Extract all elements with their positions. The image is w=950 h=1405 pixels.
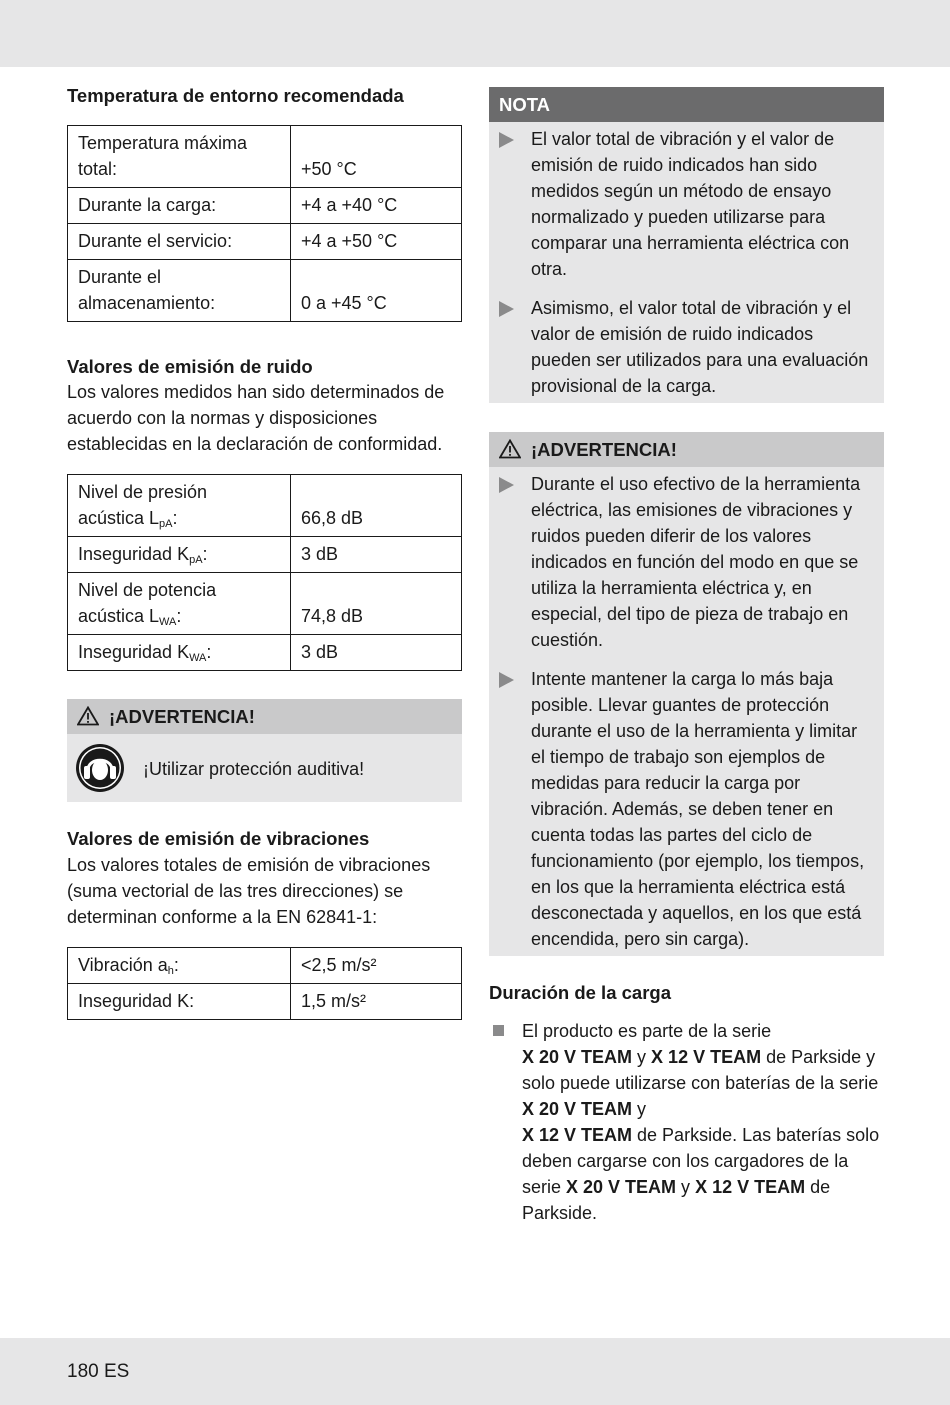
table-row xyxy=(68,948,462,984)
table-cell-value: +4 a +50 °C xyxy=(291,224,462,260)
text-run: El producto es parte de la serie xyxy=(522,1021,772,1041)
nota-header: NOTA xyxy=(489,87,884,122)
table-cell-value: +4 a +40 °C xyxy=(291,188,462,224)
text-run: de Parkside. Las baterías solo deben cargarse con los cargadores de la serie xyxy=(522,1125,880,1197)
vibration-table xyxy=(67,947,462,1020)
warning-title: ¡ADVERTENCIA! xyxy=(109,706,255,727)
text-run: de Parkside. xyxy=(522,1177,831,1223)
table-cell-label: Inseguridad K xyxy=(78,642,190,662)
table-cell-value: 74,8 dB xyxy=(291,573,462,635)
table-cell-label: almacenamiento: xyxy=(78,293,216,313)
series-name: X 20 V TEAM xyxy=(522,1047,633,1067)
list-item-text: Asimismo, el valor total de vibración y el valor de emisión de ruido indicados pueden ser utilizados para una evaluación provisional de la carga. xyxy=(531,298,869,396)
table-cell-value: 3 dB xyxy=(291,537,462,573)
top-bar xyxy=(0,0,950,67)
table-cell-value: 0 a +45 °C xyxy=(291,260,462,322)
bullet-arrow-icon xyxy=(499,477,514,493)
table-cell-label: Durante la carga: xyxy=(68,188,291,224)
bullet-arrow-icon xyxy=(499,132,514,148)
subscript: WA xyxy=(159,616,177,628)
nota-body xyxy=(489,122,884,403)
table-cell-label: : xyxy=(206,642,212,662)
table-row xyxy=(68,984,462,1020)
series-name: X 12 V TEAM xyxy=(651,1047,762,1067)
table-cell-value: +50 °C xyxy=(291,126,462,188)
hearing-warning-body xyxy=(67,734,462,802)
noise-text: Los valores medidos han sido determinados de acuerdo con la normas y disposiciones establecidas en la declaración de conformidad. xyxy=(67,382,445,454)
noise-table xyxy=(67,474,462,671)
page-number: 180 ES xyxy=(67,1361,130,1382)
bullet-arrow-icon xyxy=(499,672,514,688)
table-cell-label: : xyxy=(202,544,208,564)
text-run: y xyxy=(676,1177,696,1197)
table-cell-value: 66,8 dB xyxy=(291,475,462,537)
series-name: X 12 V TEAM xyxy=(695,1177,806,1197)
table-row xyxy=(68,188,462,224)
table-cell-label: Inseguridad K xyxy=(78,544,190,564)
table-cell-label: : xyxy=(176,606,182,626)
warning-triangle-icon xyxy=(499,439,521,459)
series-name: X 12 V TEAM xyxy=(522,1125,633,1145)
duration-heading: Duración de la carga xyxy=(489,982,671,1003)
table-row xyxy=(68,126,462,188)
text-run: de Parkside y solo puede utilizarse con baterías de la serie xyxy=(522,1047,879,1093)
table-row xyxy=(68,475,462,537)
list-item xyxy=(489,126,884,286)
warning-text: ¡Utilizar protección auditiva! xyxy=(143,759,365,779)
vibration-heading: Valores de emisión de vibraciones xyxy=(67,828,370,849)
table-cell-label: Temperatura máxima xyxy=(78,133,248,153)
table-cell-label: total: xyxy=(78,159,118,179)
warning-title: ¡ADVERTENCIA! xyxy=(531,439,677,460)
list-item xyxy=(489,666,884,954)
bullet-square-icon xyxy=(493,1025,504,1036)
subscript: pA xyxy=(159,518,173,530)
table-row xyxy=(68,573,462,635)
series-name: X 20 V TEAM xyxy=(566,1177,677,1197)
vibration-warning-header xyxy=(489,432,884,467)
footer-bar xyxy=(0,1338,950,1405)
list-item xyxy=(489,471,884,657)
table-cell-label: : xyxy=(173,955,179,975)
hearing-warning-header xyxy=(67,699,462,734)
text-run: y xyxy=(632,1047,652,1067)
subscript: h xyxy=(167,965,174,977)
table-cell-label: Durante el servicio: xyxy=(68,224,291,260)
table-cell-label: acústica L xyxy=(78,508,160,528)
vibration-text: Los valores totales de emisión de vibraciones (suma vectorial de las tres direcciones) se determinan conforme a la EN 62841-1: xyxy=(67,855,431,927)
subscript: WA xyxy=(189,652,207,664)
duration-text xyxy=(522,1018,884,1226)
ear-protection-icon xyxy=(75,743,125,793)
table-cell-label: Durante el xyxy=(78,267,162,287)
series-name: X 20 V TEAM xyxy=(522,1099,633,1119)
table-cell-label: acústica L xyxy=(78,606,160,626)
table-cell-value: 3 dB xyxy=(291,635,462,671)
table-cell-label: : xyxy=(172,508,178,528)
table-cell-value: 1,5 m/s² xyxy=(291,984,462,1020)
list-item xyxy=(489,295,884,401)
table-row xyxy=(68,224,462,260)
table-row xyxy=(68,537,462,573)
table-cell-label: Inseguridad K: xyxy=(68,984,291,1020)
temperature-table xyxy=(67,125,462,322)
noise-heading: Valores de emisión de ruido xyxy=(67,356,313,377)
temp-heading: Temperatura de entorno recomendada xyxy=(67,85,404,106)
list-item-text: Durante el uso efectivo de la herramienta eléctrica, las emisiones de vibraciones y ruidos pueden diferir de los valores indicados en función del modo en que se utiliza la herramienta eléctrica y, en especial, del tipo de pieza de trabajo en cuestión. xyxy=(531,474,861,650)
text-run: y xyxy=(632,1099,647,1119)
vibration-warning-body xyxy=(489,467,884,956)
list-item-text: El valor total de vibración y el valor de emisión de ruido indicados han sido medidos según un método de ensayo normalizado y pueden utilizarse para comparar una herramienta eléctrica con otra. xyxy=(531,129,850,279)
bullet-arrow-icon xyxy=(499,301,514,317)
list-item-text: Intente mantener la carga lo más baja posible. Llevar guantes de protección durante el uso de la herramienta y limitar el tiempo de trabajo son ejemplos de medidas para reducir la carga por vibración. Además, se deben tener en cuenta todas las partes del ciclo de funcionamiento (por ejemplo, los tiempos, en los que la herramienta eléctrica está desconectada y aquellos, en los que está encendida, pero sin carga). xyxy=(531,669,865,949)
table-cell-label: Vibración a xyxy=(78,955,168,975)
table-cell-value: <2,5 m/s² xyxy=(291,948,462,984)
table-row xyxy=(68,635,462,671)
table-row xyxy=(68,260,462,322)
subscript: pA xyxy=(189,554,203,566)
warning-triangle-icon xyxy=(77,706,99,726)
table-cell-label: Nivel de potencia xyxy=(78,580,217,600)
table-cell-label: Nivel de presión xyxy=(78,482,208,502)
